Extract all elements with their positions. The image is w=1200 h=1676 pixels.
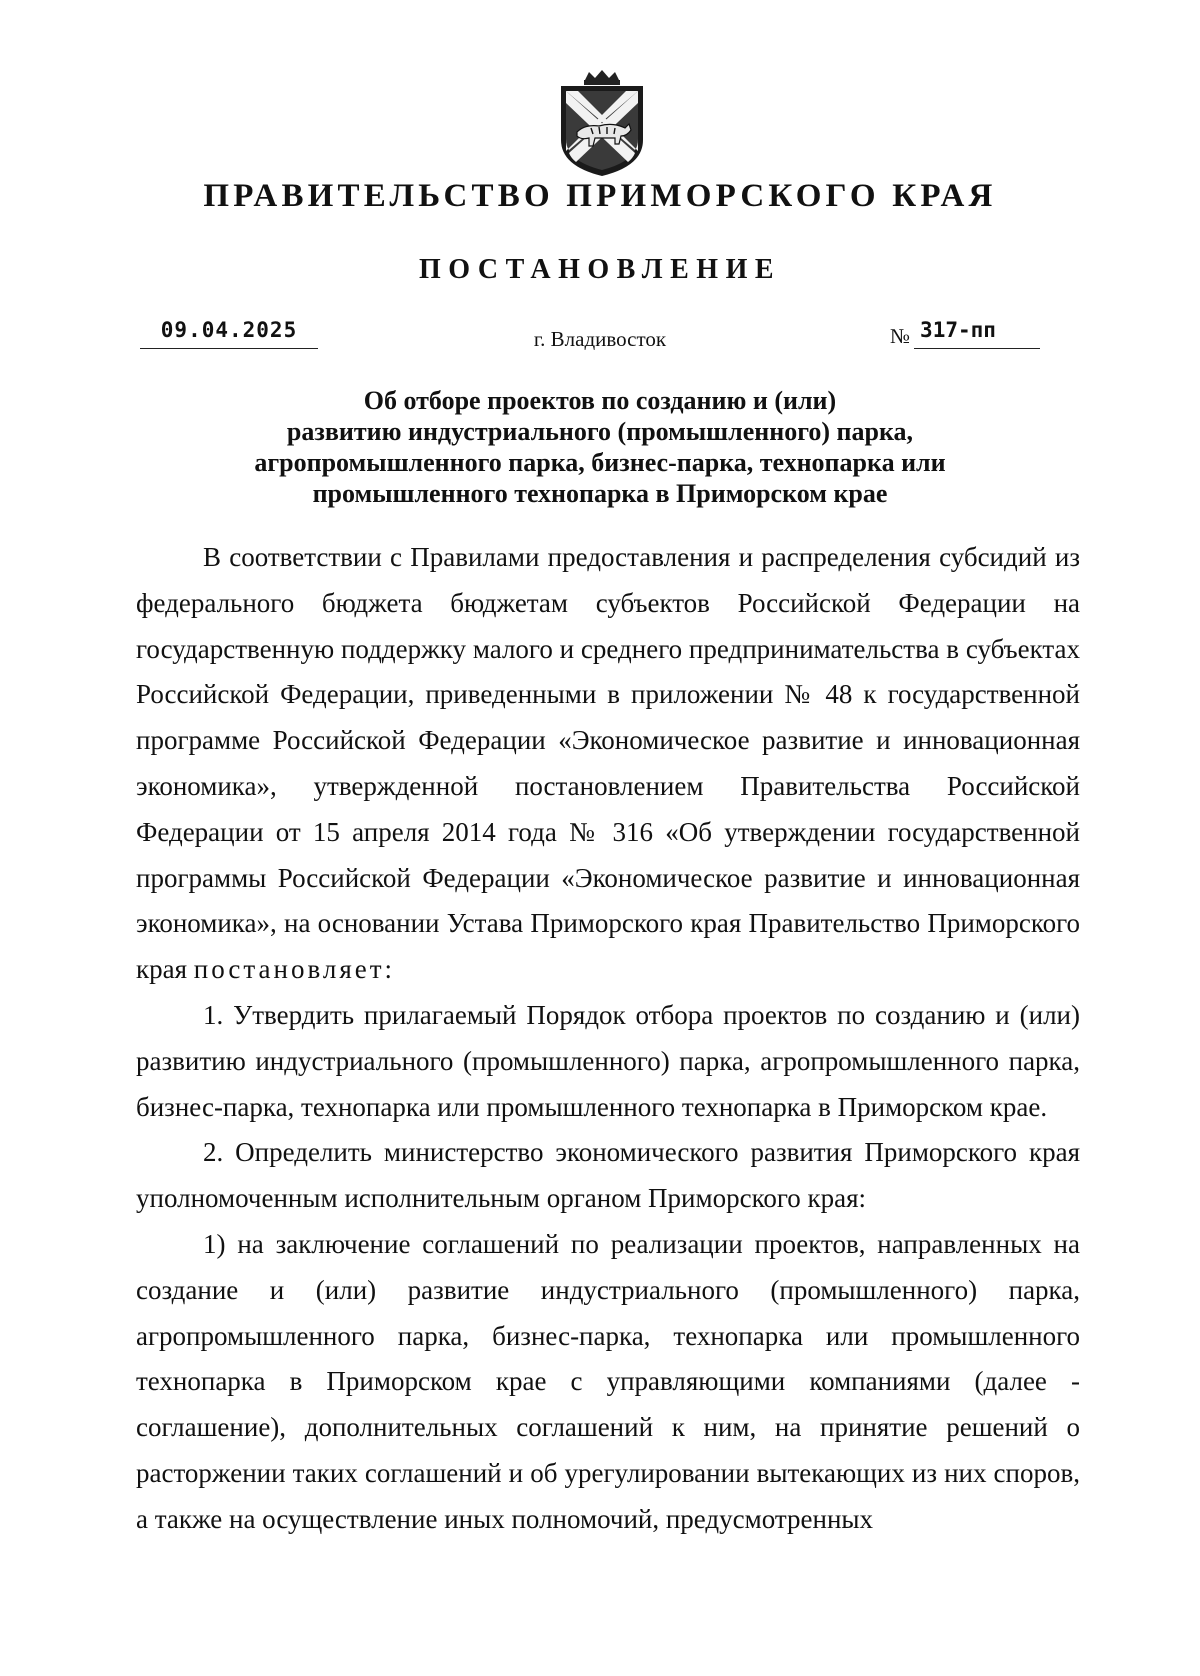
document-body xyxy=(136,535,1080,1543)
title-line: Об отборе проектов по созданию и (или) xyxy=(363,386,837,415)
document-type: ПОСТАНОВЛЕНИЕ xyxy=(418,254,782,285)
title-line: агропромышленного парка, бизнес-парка, технопарка или xyxy=(254,448,946,477)
preamble-verb: постановляет xyxy=(193,954,385,985)
item-2-1-paragraph: 1) на заключение соглашений по реализации проектов, направленных на создание и (или) развитие индустриального (промышленного) парка, агропромышленного парка, бизнес-парка, технопарка или промышленного технопарка в Приморском крае с управляющими компаниями (далее - соглашение), дополнительных соглашений к ним, на принятие решений о расторжении таких соглашений и об урегулировании вытекающих из них споров, а также на осуществление иных полномочий, предусмотренных xyxy=(136,1228,1080,1534)
preamble-paragraph xyxy=(136,535,1080,993)
preamble-text: В соответствии с Правилами предоставления и распределения субсидий из федерального бюджета бюджетам субъектов Российской Федерации на государственную поддержку малого и среднего предпринимательства в субъектах Российской Федерации, приведенными в приложении № 48 к государственной программе Российской Федерации «Экономическое развитие и инновационная экономика», утвержденной постановлением Правительства Российской Федерации от 15 апреля 2014 года № 316 «Об утверждении государственной программы Российской Федерации «Экономическое развитие и инновационная экономика», на основании Устава Приморского края Правительство Приморского края xyxy=(136,542,1080,985)
number-sign: № xyxy=(890,324,911,348)
document-city: г. Владивосток xyxy=(533,327,667,351)
number-value: 317-пп xyxy=(914,318,1040,349)
item-2-paragraph: 2. Определить министерство экономического развития Приморского края уполномоченным исполнительным органом Приморского края: xyxy=(136,1137,1080,1214)
organization-title: ПРАВИТЕЛЬСТВО ПРИМОРСКОГО КРАЯ xyxy=(203,178,997,214)
document-date: 09.04.2025 xyxy=(140,318,318,349)
title-line: развитию индустриального (промышленного) парка, xyxy=(286,417,914,446)
title-line: промышленного технопарка в Приморском крае xyxy=(312,479,888,508)
coat-of-arms-icon xyxy=(555,70,649,180)
item-1-paragraph: 1. Утвердить прилагаемый Порядок отбора проектов по созданию и (или) развитию индустриального (промышленного) парка, агропромышленного парка, бизнес-парка, технопарка или промышленного технопарка в Приморском крае. xyxy=(136,999,1080,1122)
preamble-end: : xyxy=(384,954,393,985)
document-number xyxy=(890,318,1060,349)
document-title xyxy=(200,385,1000,509)
